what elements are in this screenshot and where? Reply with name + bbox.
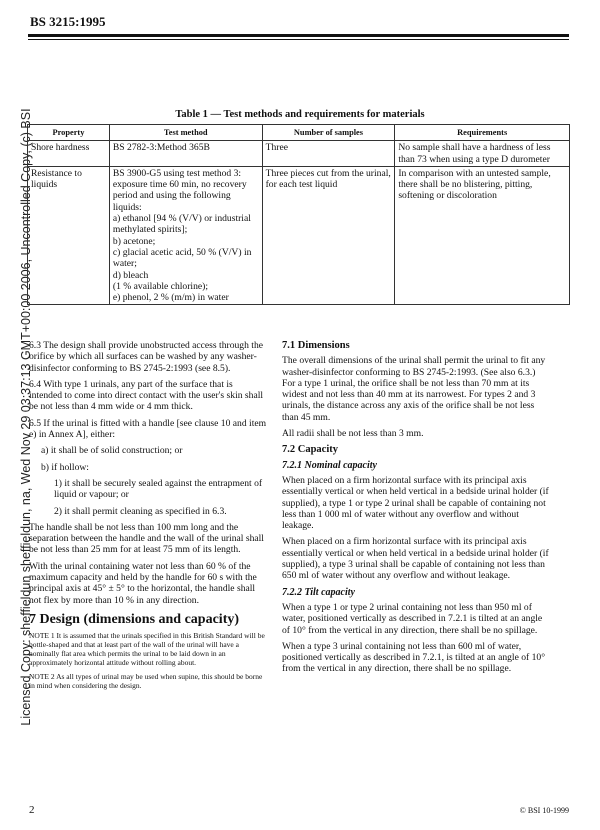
header-rule-thick (28, 34, 569, 37)
table-row (28, 166, 570, 305)
table-cell: Three (262, 141, 395, 167)
column-header: Test method (109, 125, 262, 141)
table-cell: In comparison with an untested sample, there shall be no blistering, pitting, softening or discoloration (395, 166, 570, 305)
capacity-paragraph: With the urinal containing water not less than 60 % of the maximum capacity and held by the handle for 60 s with the principal axis at 45° ± 5° to the horizontal, the handle shall not flex by more than 10 % in any direction. (29, 560, 257, 606)
clause-7-2-2-a: When a type 1 or type 2 urinal containing not less than 950 ml of water, positioned vertically as described in 7.2.1 is tilted at an angle of 10° from the vertical in any direction, there shall be no spillage. (282, 601, 543, 636)
header-rule-thin (28, 39, 569, 40)
clause-6-4: 6.4 With type 1 urinals, any part of the surface that is intended to come into direct contact with the user's skin shall be not less than 4 mm wide or 4 mm thick. (29, 378, 264, 413)
column-header: Property (28, 125, 110, 141)
handle-paragraph: The handle shall be not less than 100 mm long and the separation between the handle and the wall of the urinal shall be not less than 25 mm for at least 75 mm of its length. (29, 521, 264, 556)
table-header-row (28, 125, 570, 141)
clause-6-5-a: a) it shall be of solid construction; or (41, 445, 183, 457)
table-caption: Table 1 — Test methods and requirements for materials (175, 109, 425, 120)
table-cell: Three pieces cut from the urinal, for each test liquid (262, 166, 395, 305)
left-column (29, 340, 267, 695)
clause-6-5-b-2: 2) it shall permit cleaning as specified in 6.3. (54, 505, 227, 517)
copyright: © BSI 10-1999 (519, 806, 569, 815)
document-header: BS 3215:1995 (30, 14, 106, 29)
section-7-2-2-heading: 7.2.2 Tilt capacity (282, 586, 355, 598)
clause-6-5-b-1: 1) it shall be securely sealed against the entrapment of liquid or vapour; or (54, 477, 263, 501)
clause-6-3: 6.3 The design shall provide unobstructed access through the orifice by which all surfaces can be washed by any washer-disinfector conforming to BS 2745-2:1993 (see 8.5). (29, 340, 264, 374)
table-cell: BS 3900-G5 using test method 3: exposure time 60 min, no recovery period and using the following liquids: a) ethanol [94 % (V/V) or industrial methylated spirits]; b) acetone; c) glacial acetic acid, 50 % (V/V) in water; d) bleach (1 % available chlorine); e) phenol, 2 % (m/m) in water (109, 166, 262, 305)
table-cell: BS 2782-3:Method 365B (109, 141, 262, 167)
column-header: Number of samples (262, 125, 395, 141)
right-column (282, 340, 550, 680)
license-watermark: Licensed Copy: sheffieldun sheffieldun, na, Wed Nov 29 03:37:13 GMT+00:00 2006, Uncontrolled Copy, (c) BSI (19, 108, 33, 726)
note-1: NOTE 1 It is assumed that the urinals specified in this British Standard will be bottle-shaped and that at least part of the wall of the urinal will have a nominally flat area which permits the urinal to be laid down in an approximately horizontal attitude without rolling about. (29, 630, 265, 667)
table-cell: Resistance to liquids (28, 166, 110, 305)
requirements-table (27, 124, 570, 305)
table-cell: No sample shall have a hardness of less than 73 when using a type D durometer (395, 141, 570, 167)
clause-7-2-1-b: When placed on a firm horizontal surface with its principal axis essentially vertical or when held vertical in a bedside urinal holder (if supplied), a type 3 urinal shall be capable of containing not less than 650 ml of water without any overflow and without leakage. (282, 536, 549, 582)
table-cell: Shore hardness (28, 141, 110, 167)
page-number: 2 (29, 804, 35, 816)
table-row (28, 141, 570, 167)
clause-7-2-1-a: When placed on a firm horizontal surface with its principal axis essentially vertical or when held vertical in a bedside urinal holder (if supplied), a type 1 or type 2 urinal shall be capable of containing not less than 1 000 ml of water without any overflow and without leakage. (282, 474, 549, 532)
section-7-1-heading: 7.1 Dimensions (282, 340, 350, 351)
section-7-2-heading: 7.2 Capacity (282, 444, 338, 456)
clause-7-2-2-b: When a type 3 urinal containing not less than 600 ml of water, positioned vertically as described in 7.2.1, is tilted at an angle of 10° from the vertical in any direction, there shall be no spillage. (282, 640, 546, 675)
clause-6-5: 6.5 If the urinal is fitted with a handle [see clause 10 and item e) in Annex A], either: (29, 417, 267, 441)
note-2: NOTE 2 As all types of urinal may be used when supine, this should be borne in mind when considering the design. (29, 671, 263, 690)
clause-7-1-radii: All radii shall be not less than 3 mm. (282, 428, 424, 440)
column-header: Requirements (395, 125, 570, 141)
section-7-heading: 7 Design (dimensions and capacity) (29, 611, 240, 627)
clause-6-5-b: b) if hollow: (41, 461, 89, 473)
clause-7-1: The overall dimensions of the urinal shall permit the urinal to fit any washer-disinfector conforming to BS 2745-2:1993. (See also 6.3.) For a type 1 urinal, the orifice shall be not less than 70 mm at its widest and not less than 40 mm at its narrowest. For types 2 and 3 urinals, the distance across any axis of the orifice shall be not less than 45 mm. (282, 355, 546, 423)
section-7-2-1-heading: 7.2.1 Nominal capacity (282, 459, 377, 471)
